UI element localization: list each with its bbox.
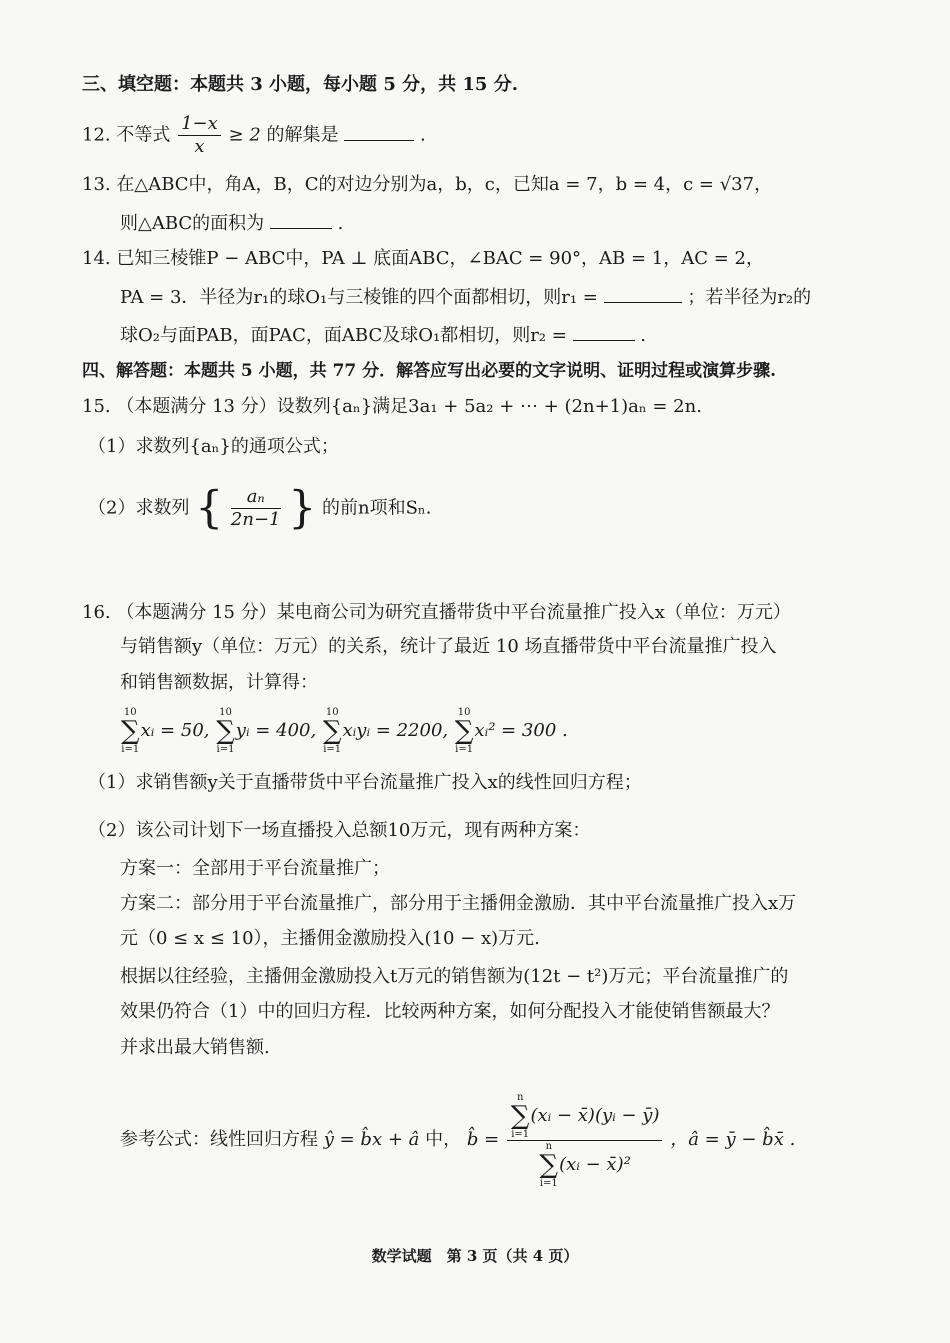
sum-symbol: 10 ∑ i=1 (216, 707, 235, 755)
q12-number: 12. (82, 124, 111, 146)
ref-a-formula: ，â = ȳ − b̂x̄ . (670, 1129, 796, 1150)
q16-line3: 和销售额数据，计算得： (120, 672, 318, 693)
question-13 (82, 172, 772, 198)
q15-stem: （本题满分 13 分）设数列{aₙ}满足3a₁ + 5a₂ + ⋯ + (2n+1)aₙ = 2n. (116, 396, 702, 417)
q13-number: 13. (82, 174, 111, 195)
q16-line1: （本题满分 15 分）某电商公司为研究直播带货中平台流量推广投入x（单位：万元） (116, 602, 791, 623)
q15-frac-num: aₙ (231, 486, 281, 509)
question-13-line2 (120, 210, 343, 237)
right-brace: } (288, 482, 317, 534)
q16-part1: （1）求销售额y关于直播带货中平台流量推广投入x的线性回归方程； (88, 772, 642, 793)
sum-symbol: 10 ∑ i=1 (454, 707, 474, 755)
ref-numerator (507, 1092, 663, 1141)
q14-r2-blank[interactable] (573, 322, 635, 341)
question-15 (82, 394, 702, 420)
q14-end: . (640, 325, 647, 346)
q14-line2-a: PA = 3．半径为r₁的球O₁与三棱锥的四个面都相切，则r₁ = (120, 287, 598, 308)
q16-plan1: 方案一：全部用于平台流量推广； (120, 858, 390, 879)
q15-part1: （1）求数列{aₙ}的通项公式； (88, 436, 339, 457)
ref-prefix: 参考公式：线性回归方程 (120, 1129, 318, 1150)
ref-den-text: (xᵢ − x̄)² (559, 1153, 631, 1175)
question-12 (82, 113, 426, 158)
ref-b-fraction (507, 1092, 663, 1189)
sum-symbol: 10 ∑ i=1 (322, 707, 342, 755)
q15-part2 (88, 482, 432, 534)
sum-xy: xᵢyᵢ = 2200, (342, 720, 449, 741)
q14-line1: 已知三棱锥P − ABC中，PA ⊥ 底面ABC，∠BAC = 90°，AB = 1，AC = 2， (116, 248, 764, 269)
q13-line2-prefix: 则△ABC的面积为 (120, 213, 265, 234)
sum-symbol: n ∑ i=1 (510, 1091, 530, 1140)
ref-b-label: b̂ = (466, 1129, 500, 1150)
q15-part2-fraction (231, 486, 281, 531)
left-brace: { (195, 482, 224, 534)
q12-answer-blank[interactable] (344, 122, 414, 141)
q15-part2-suffix: 的前n项和Sₙ. (321, 497, 432, 519)
ref-mid: 中， (425, 1129, 462, 1150)
q15-number: 15. (82, 396, 111, 417)
q16-sums (120, 706, 568, 756)
q16-experience-line3: 并求出最大销售额. (120, 1037, 270, 1058)
q14-r1-blank[interactable] (604, 284, 682, 303)
question-16 (82, 600, 791, 626)
q12-fraction (178, 113, 221, 158)
q15-frac-den: 2n−1 (230, 509, 281, 530)
ref-num-text: (xᵢ − x̄)(yᵢ − ȳ) (530, 1104, 660, 1126)
q16-experience-line2: 效果仍符合（1）中的回归方程．比较两种方案，如何分配投入才能使销售额最大？ (120, 1001, 780, 1022)
q14-number: 14. (82, 248, 111, 269)
section-4-heading: 四、解答题：本题共 5 小题，共 77 分．解答应写出必要的文字说明、证明过程或演算步骤. (82, 361, 777, 381)
q13-line1: 在△ABC中，角A，B，C的对边分别为a，b，c，已知a = 7，b = 4，c = √37， (116, 174, 773, 195)
sum-symbol: 10 ∑ i=1 (121, 707, 140, 755)
q16-plan2-line2: 元（0 ≤ x ≤ 10），主播佣金激励投入(10 − x)万元. (120, 928, 540, 949)
question-14-line3 (120, 322, 646, 349)
q16-number: 16. (82, 602, 111, 623)
sum-x: xᵢ = 50, (140, 720, 210, 741)
q16-experience-line1: 根据以往经验，主播佣金激励投入t万元的销售额为(12t − t²)万元；平台流量推广的 (120, 966, 789, 987)
ref-regression-eq: ŷ = b̂x + â (323, 1129, 420, 1150)
q12-end: . (420, 124, 426, 146)
q12-prefix: 不等式 (116, 124, 171, 146)
q14-line3-a: 球O₂与面PAB，面PAC，面ABC及球O₁都相切，则r₂ = (120, 325, 567, 346)
sum-x2: xᵢ² = 300 . (474, 720, 568, 741)
q15-part2-prefix: （2）求数列 (88, 497, 190, 519)
reference-formula (120, 1090, 795, 1190)
sum-symbol: n ∑ i=1 (539, 1140, 559, 1189)
question-14-line2 (120, 284, 811, 311)
sum-y: yᵢ = 400, (235, 720, 317, 741)
q12-frac-num: 1−x (178, 113, 221, 136)
page-footer: 数学试题 第 3 页（共 4 页） (371, 1247, 579, 1265)
ref-denominator (507, 1141, 663, 1189)
q16-plan2-line1: 方案二：部分用于平台流量推广，部分用于主播佣金激励．其中平台流量推广投入x万 (120, 893, 797, 914)
q16-part2: （2）该公司计划下一场直播投入总额10万元，现有两种方案： (88, 820, 591, 841)
q13-end: . (337, 213, 344, 234)
q12-frac-den: x (194, 136, 205, 157)
q12-relation: ≥ 2 (228, 124, 261, 146)
q14-line2-b: ；若半径为r₂的 (687, 287, 812, 308)
section-3-heading: 三、填空题：本题共 3 小题，每小题 5 分，共 15 分. (82, 74, 518, 95)
q16-line2: 与销售额y（单位：万元）的关系，统计了最近 10 场直播带货中平台流量推广投入 (120, 636, 777, 657)
question-14 (82, 246, 764, 272)
q13-answer-blank[interactable] (270, 210, 332, 229)
q12-suffix: 的解集是 (266, 124, 339, 146)
